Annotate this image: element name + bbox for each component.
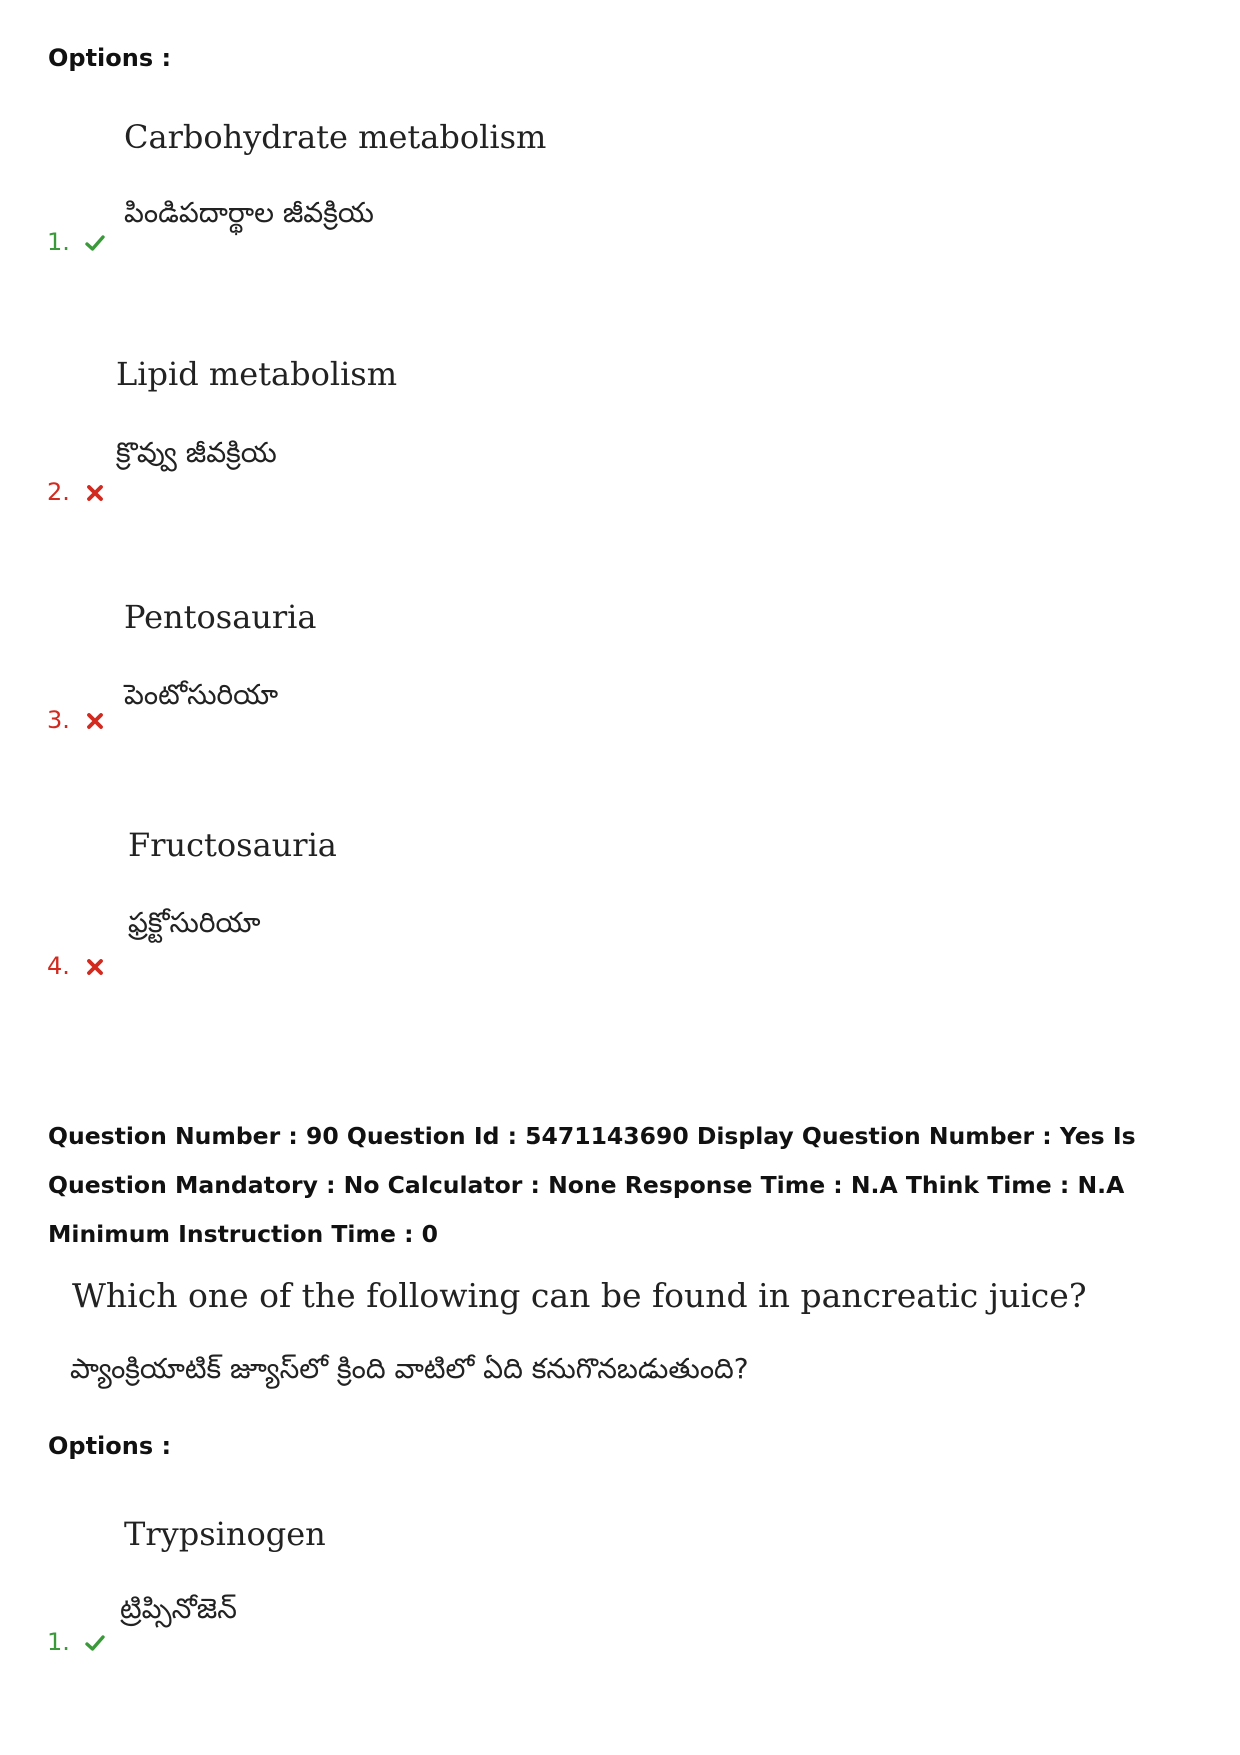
question-english-text: Which one of the following can be found in pancreatic juice? [72, 1276, 1087, 1315]
check-icon [84, 232, 106, 254]
cross-icon [84, 956, 106, 978]
question-metadata: Question Number : 90 Question Id : 5471143690 Display Question Number : Yes Is Question Mandatory : No Calculator : None Response Time : N.A Think Time : N.A Minimum Instruction Time : 0 [48, 1122, 1136, 1248]
option-number [47, 706, 106, 734]
check-icon [84, 1632, 106, 1654]
option-telugu-text: క్రొవ్వు జీవక్రియ [116, 436, 277, 469]
option-telugu-text: ఫ్రక్టోసురియా [128, 906, 261, 939]
option-telugu-text: పెంటోసురియా [124, 678, 279, 711]
option-number-label: 4. [47, 952, 70, 980]
option-number [47, 478, 106, 506]
option-telugu-text: పిండిపదార్థాల జీవక్రియ [124, 196, 374, 229]
option-number-label: 3. [47, 706, 70, 734]
options-label: Options : [48, 1432, 172, 1460]
option-number [47, 1628, 106, 1656]
cross-icon [84, 482, 106, 504]
option-english-text: Trypsinogen [124, 1515, 326, 1553]
option-number-label: 2. [47, 478, 70, 506]
question-telugu-text: ప్యాంక్రియాటిక్ జ్యూస్‌లో క్రింది వాటిలో ఏది కనుగొనబడుతుంది? [70, 1352, 749, 1385]
option-number-label: 1. [47, 228, 70, 256]
option-number [47, 228, 106, 256]
option-telugu-text: ట్రిప్సినోజెన్ [120, 1592, 237, 1625]
options-label: Options : [48, 44, 172, 72]
option-english-text: Lipid metabolism [116, 355, 398, 393]
option-english-text: Carbohydrate metabolism [124, 118, 547, 156]
option-number [47, 952, 106, 980]
option-english-text: Pentosauria [124, 598, 317, 636]
cross-icon [84, 710, 106, 732]
option-number-label: 1. [47, 1628, 70, 1656]
option-english-text: Fructosauria [128, 826, 337, 864]
